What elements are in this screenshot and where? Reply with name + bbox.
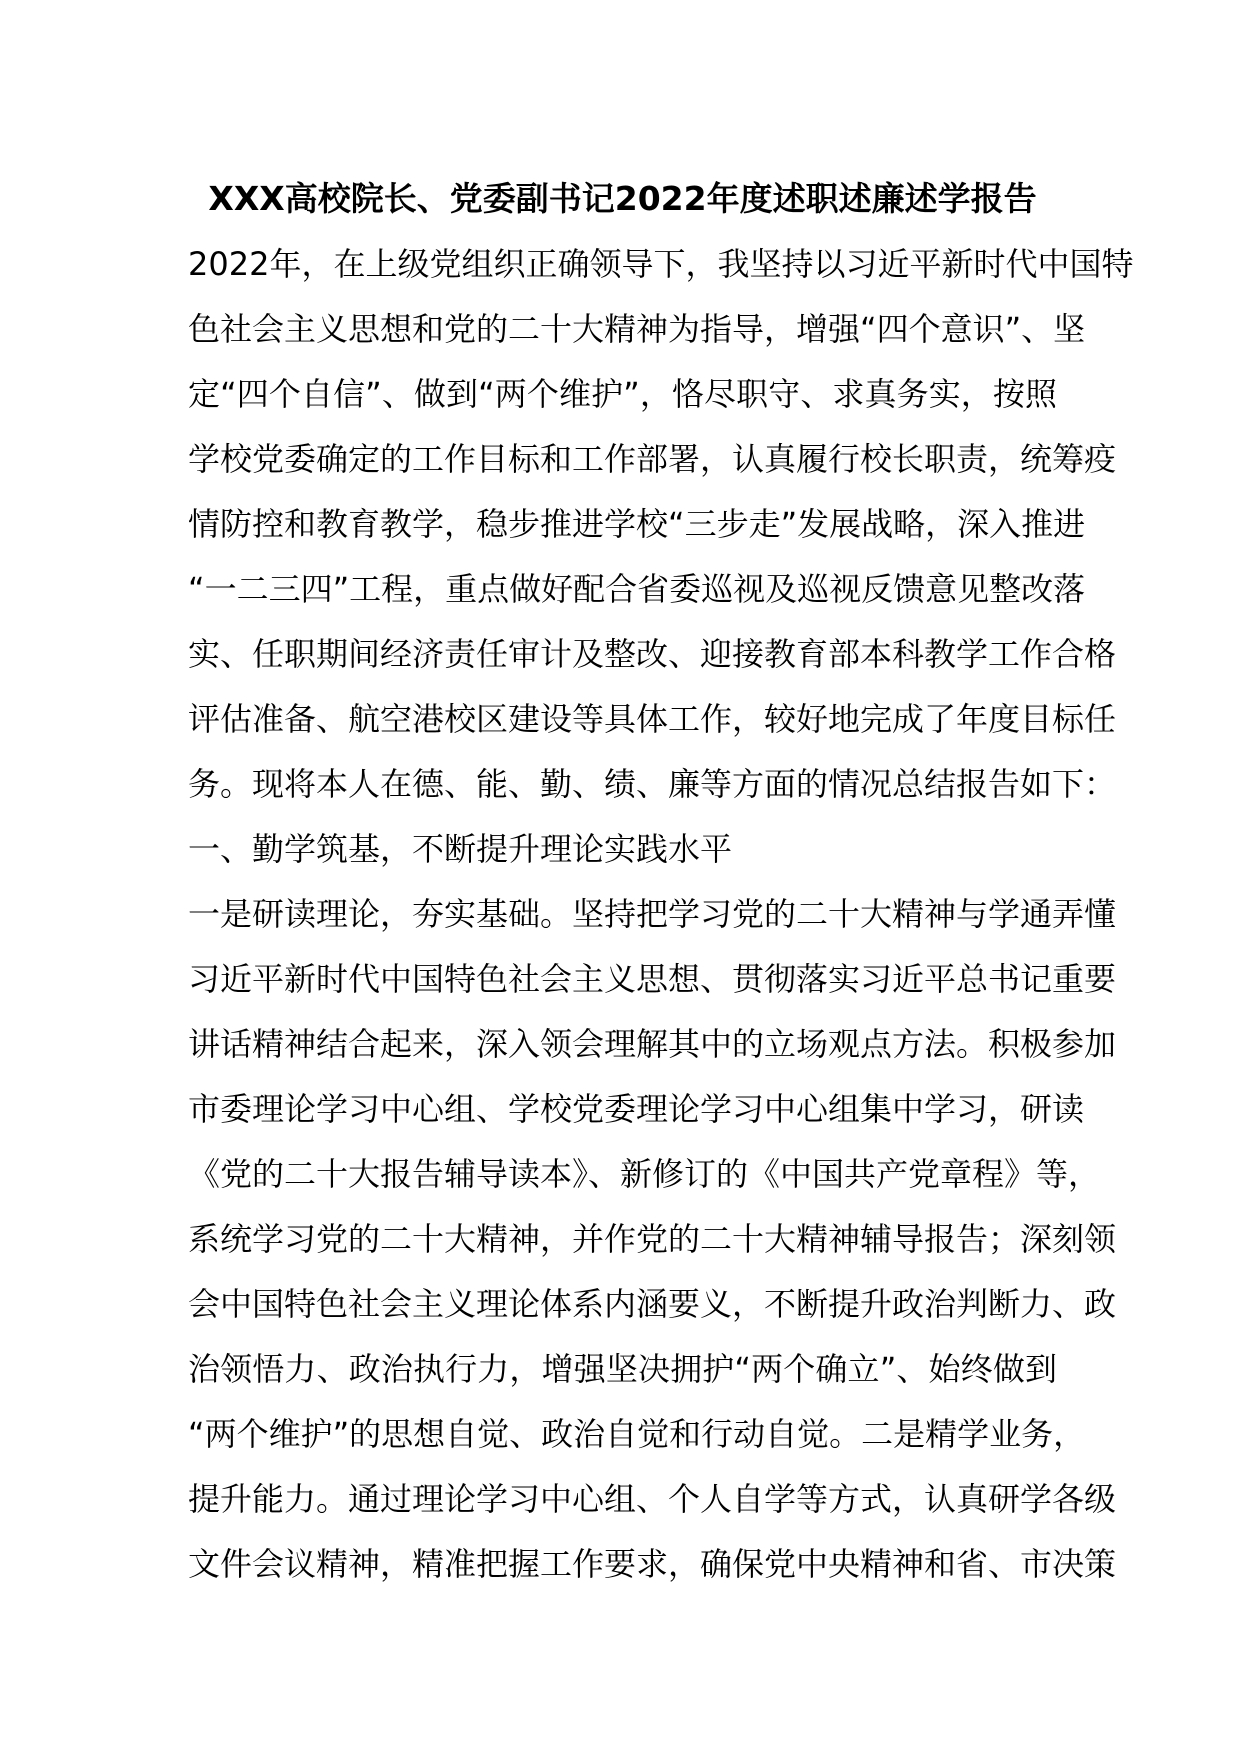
paragraph-line: 色社会主义思想和党的二十大精神为指导，增强“四个意识”、坚 <box>188 310 1086 348</box>
paragraph-line: 实、任职期间经济责任审计及整改、迎接教育部本科教学工作合格 <box>188 635 1117 673</box>
paragraph-line: 2022年，在上级党组织正确领导下，我坚持以习近平新时代中国特 <box>188 245 1134 283</box>
paragraph-line: 讲话精神结合起来，深入领会理解其中的立场观点方法。积极参加 <box>188 1025 1117 1063</box>
paragraph-line: 评估准备、航空港校区建设等具体工作，较好地完成了年度目标任 <box>188 700 1117 738</box>
paragraph-line: 情防控和教育教学，稳步推进学校“三步走”发展战略，深入推进 <box>188 505 1086 543</box>
paragraph-line: “一二三四”工程，重点做好配合省委巡视及巡视反馈意见整改落 <box>188 570 1086 608</box>
paragraph-line: 市委理论学习中心组、学校党委理论学习中心组集中学习，研读 <box>188 1090 1085 1128</box>
paragraph-line: 治领悟力、政治执行力，增强坚决拥护“两个确立”、始终做到 <box>188 1350 1057 1388</box>
paragraph-line: 定“四个自信”、做到“两个维护”，恪尽职守、求真务实，按照 <box>188 375 1057 413</box>
paragraph-line: 会中国特色社会主义理论体系内涵要义，不断提升政治判断力、政 <box>188 1285 1117 1323</box>
paragraph-line: 系统学习党的二十大精神，并作党的二十大精神辅导报告；深刻领 <box>188 1220 1117 1258</box>
paragraph-line: 提升能力。通过理论学习中心组、个人自学等方式，认真研学各级 <box>188 1480 1117 1518</box>
paragraph-line: 《党的二十大报告辅导读本》、新修订的《中国共产党章程》等， <box>188 1155 1101 1193</box>
paragraph-line: 学校党委确定的工作目标和工作部署，认真履行校长职责，统筹疫 <box>188 440 1117 478</box>
paragraph-line: 一是研读理论，夯实基础。坚持把学习党的二十大精神与学通弄懂 <box>188 895 1117 933</box>
paragraph-line: 文件会议精神，精准把握工作要求，确保党中央精神和省、市决策 <box>188 1545 1117 1583</box>
paragraph-line: 习近平新时代中国特色社会主义思想、贯彻落实习近平总书记重要 <box>188 960 1117 998</box>
section-heading: 一、勤学筑基，不断提升理论实践水平 <box>188 830 733 868</box>
paragraph-line: 务。现将本人在德、能、勤、绩、廉等方面的情况总结报告如下： <box>188 765 1117 803</box>
document-title: XXX高校院长、党委副书记2022年度述职述廉述学报告 <box>208 179 1037 218</box>
document-body <box>188 232 1134 1597</box>
paragraph-line: “两个维护”的思想自觉、政治自觉和行动自觉。二是精学业务， <box>188 1415 1086 1453</box>
